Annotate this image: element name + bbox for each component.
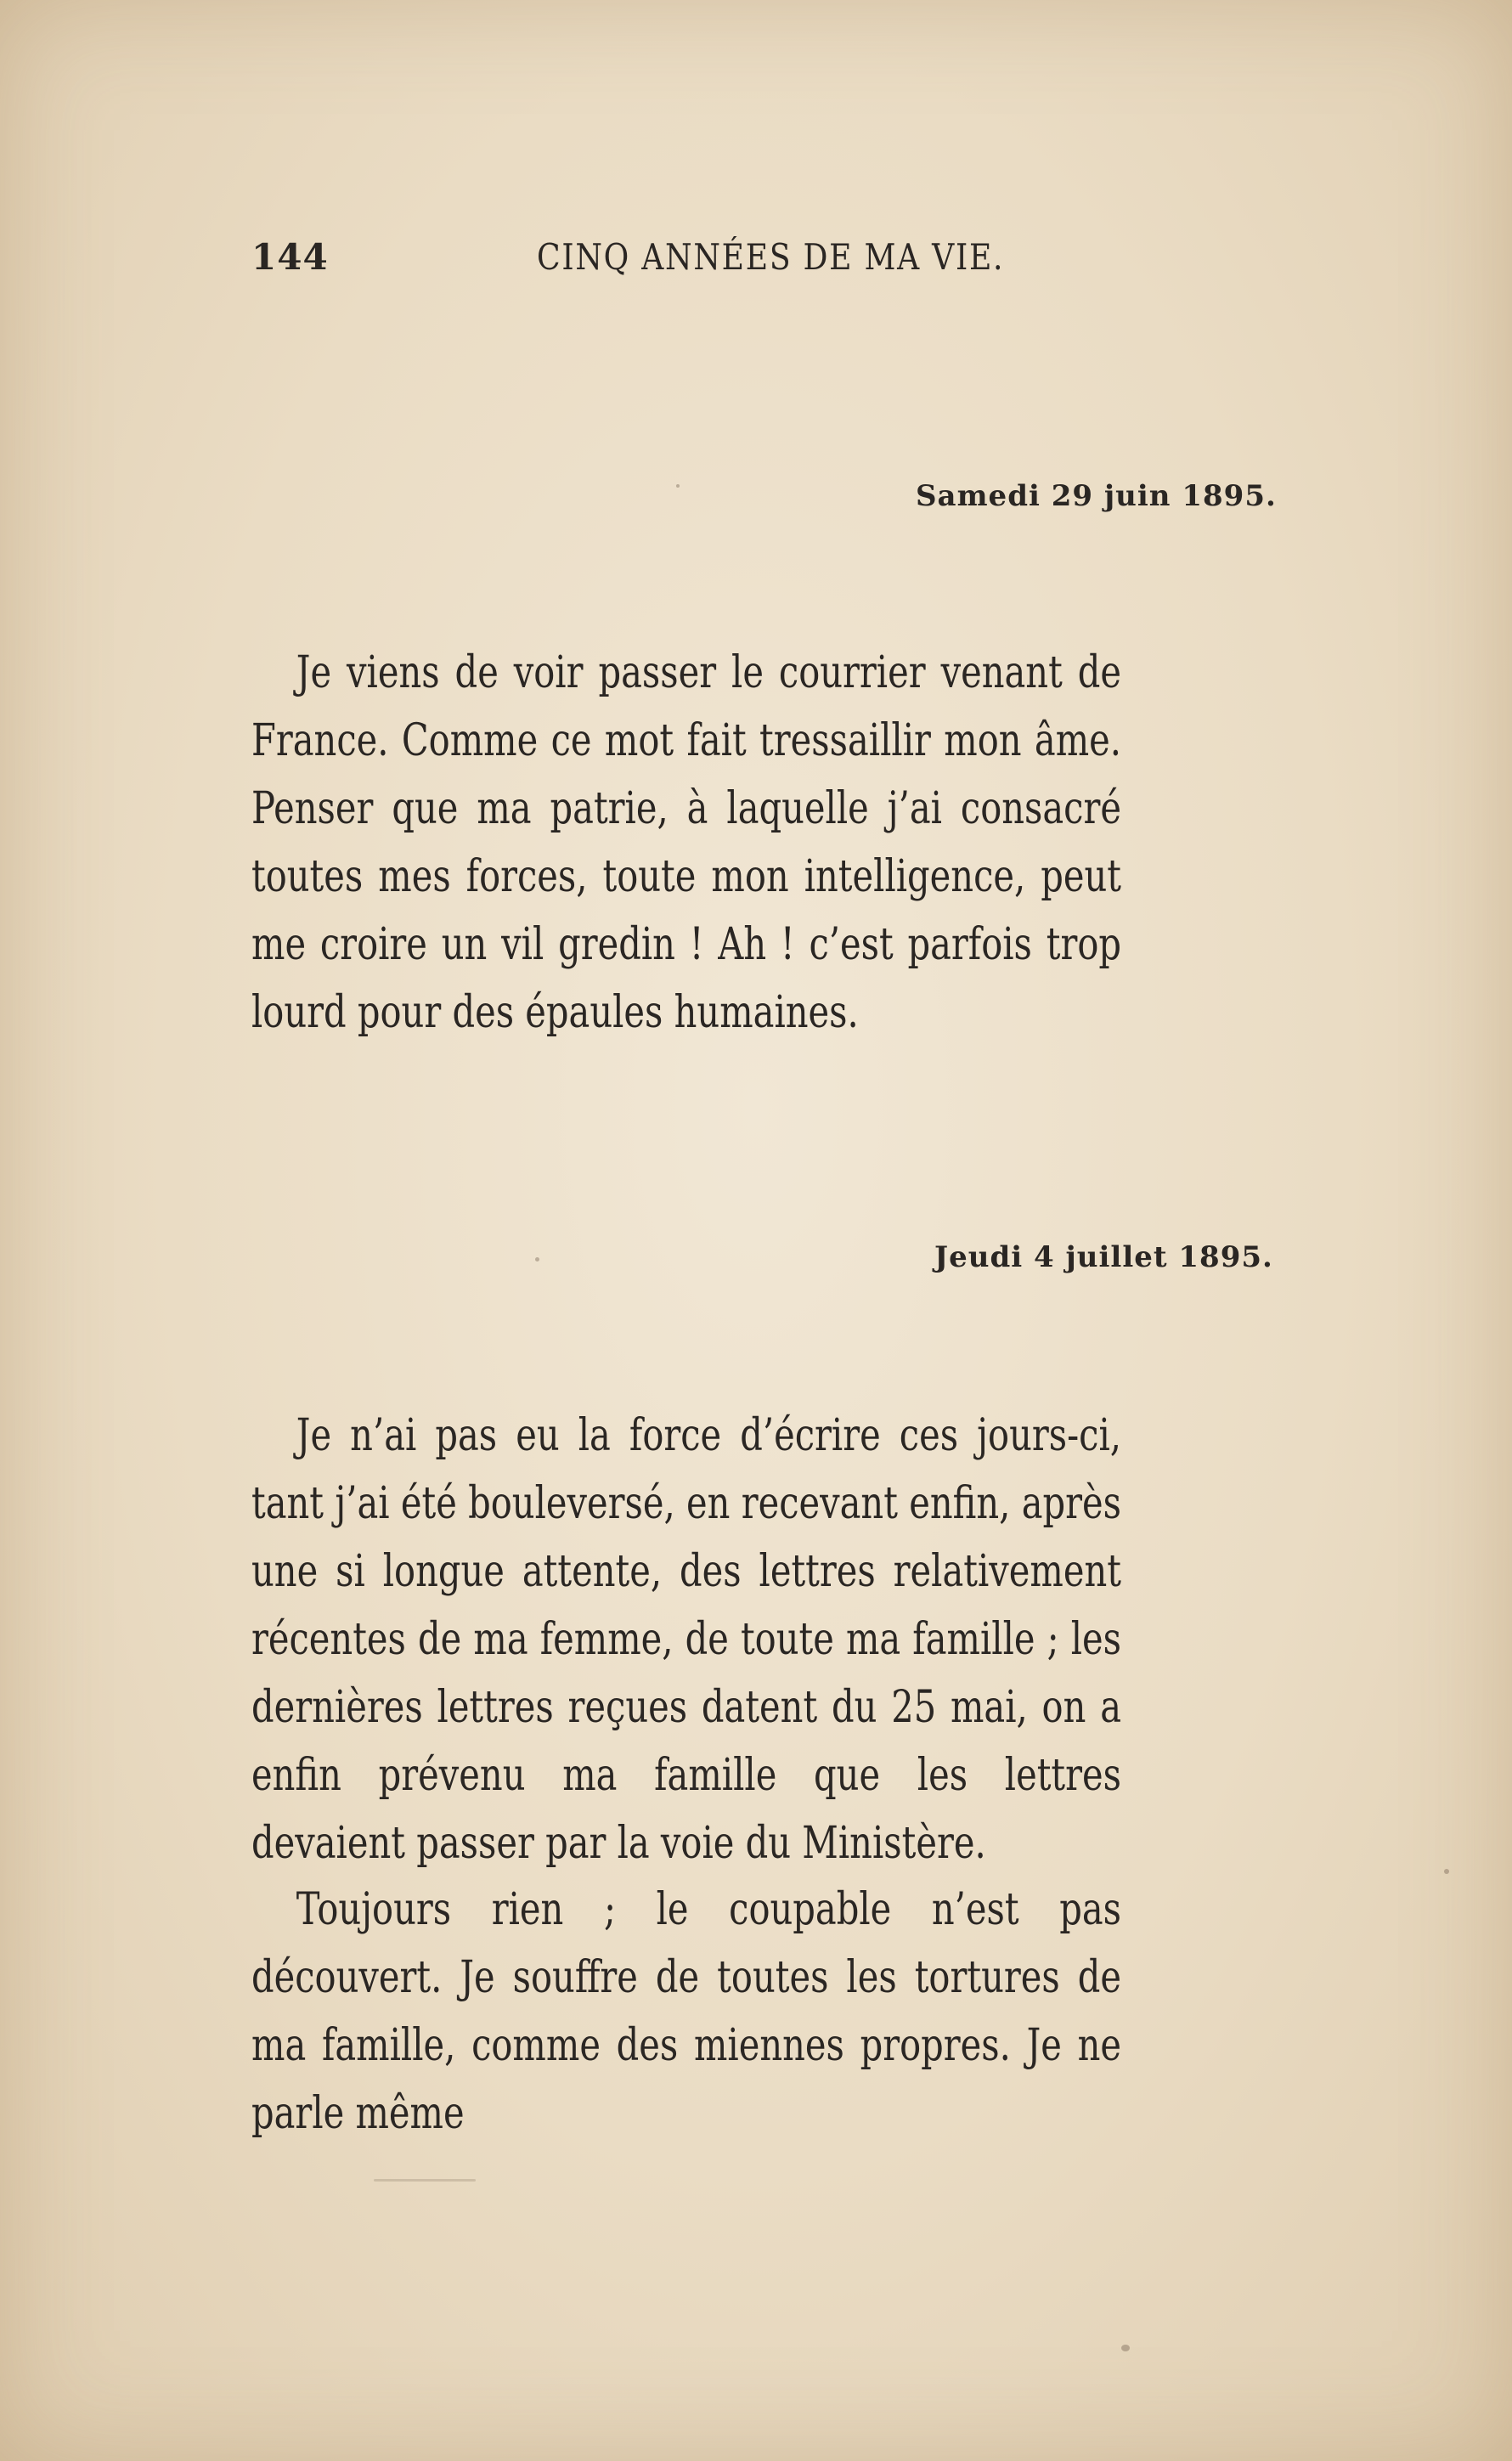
paper-speck <box>374 2179 476 2182</box>
page-number: 144 <box>251 236 329 278</box>
entry-paragraph: Je viens de voir passer le courrier venant de France. Comme ce mot fait tressaillir mon âme. Penser que ma patrie, à laquelle j’ai consacré toutes mes forces, toute mon intelligence, peut me croire un vil gredin ! Ah ! c’est parfois trop lourd pour des épaules humaines. <box>251 647 1121 1038</box>
journal-entry <box>251 1402 1121 1877</box>
entry-paragraph: Je n’ai pas eu la force d’écrire ces jours-ci, tant j’ai été bouleversé, en recevant enfin, après une si longue attente, des lettres relativement récentes de ma femme, de toute ma famille ; les dernières lettres reçues datent du 25 mai, on a enfin prévenu ma famille que les lettres devaient passer par la voie du Ministère. <box>251 1410 1121 1869</box>
journal-entry <box>251 1876 1121 2148</box>
running-head <box>251 236 1067 296</box>
journal-entry <box>251 639 1121 1047</box>
paper-speck <box>535 1257 539 1262</box>
entry-date: Jeudi 4 juillet 1895. <box>934 1240 1273 1274</box>
paper-speck <box>1121 2345 1130 2351</box>
book-title: CINQ ANNÉES DE MA VIE. <box>537 236 1005 278</box>
entry-paragraph: Toujours rien ; le coupable n’est pas découvert. Je souffre de toutes les tortures de ma famille, comme des miennes propres. Je ne parle même <box>251 1884 1121 2139</box>
entry-date: Samedi 29 juin 1895. <box>916 479 1277 513</box>
paper-speck <box>1444 1869 1449 1874</box>
paper-speck <box>676 484 680 488</box>
